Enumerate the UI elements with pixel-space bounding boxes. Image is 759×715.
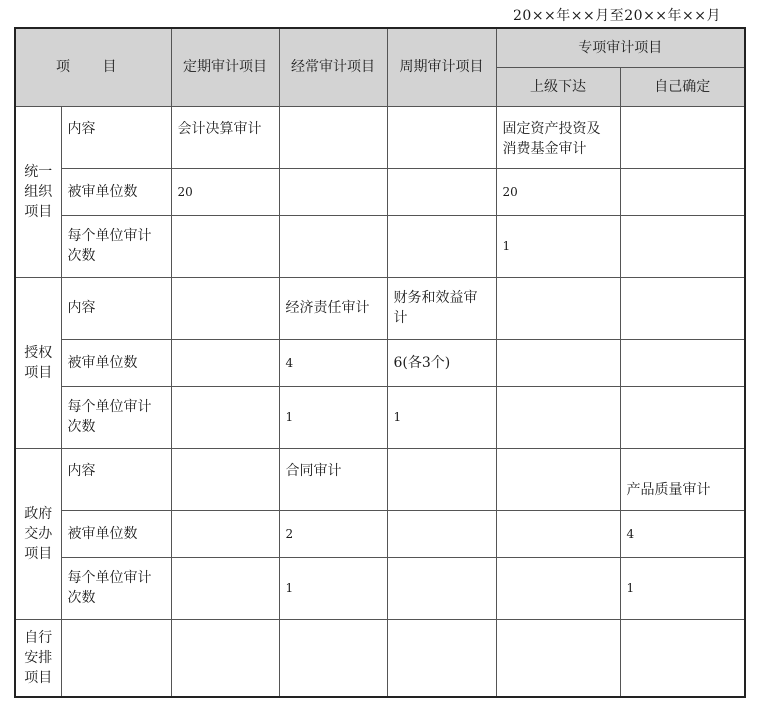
- cell-frequent: [279, 106, 387, 168]
- cell-self: 产品质量审计: [620, 448, 745, 510]
- cell-assigned: [496, 339, 620, 386]
- cell-periodic: 财务和效益审计: [387, 277, 496, 339]
- table-row: [15, 557, 745, 619]
- cell-periodic: [387, 448, 496, 510]
- cell-regular: [171, 557, 279, 619]
- cell-regular: [171, 386, 279, 448]
- table-row: [15, 215, 745, 277]
- cell-periodic: [387, 168, 496, 215]
- cell-regular: 20: [171, 168, 279, 215]
- category-label: 统一组织项目: [15, 106, 61, 277]
- cell-frequent: 2: [279, 510, 387, 557]
- cell-frequent: [279, 168, 387, 215]
- cell-assigned: 20: [496, 168, 620, 215]
- header-regular: 定期审计项目: [171, 28, 279, 106]
- date-range: 20××年××月至20××年××月: [513, 8, 721, 24]
- table-row: [15, 339, 745, 386]
- cell-empty: [496, 619, 620, 697]
- table-row: [15, 448, 745, 510]
- row-label-times: 每个单位审计次数: [61, 215, 171, 277]
- cell-empty: [279, 619, 387, 697]
- cell-periodic: 6(各3个): [387, 339, 496, 386]
- cell-periodic: [387, 510, 496, 557]
- cell-assigned: 1: [496, 215, 620, 277]
- cell-regular: [171, 448, 279, 510]
- table-row: [15, 510, 745, 557]
- cell-regular: [171, 339, 279, 386]
- cell-assigned: [496, 448, 620, 510]
- row-label-units: 被审单位数: [61, 168, 171, 215]
- cell-empty: [387, 619, 496, 697]
- row-label-units: 被审单位数: [61, 339, 171, 386]
- cell-frequent: 1: [279, 557, 387, 619]
- cell-assigned: [496, 277, 620, 339]
- cell-frequent: 合同审计: [279, 448, 387, 510]
- cell-empty: [620, 619, 745, 697]
- row-label-times: 每个单位审计次数: [61, 557, 171, 619]
- row-label-content: 内容: [61, 106, 171, 168]
- table-row: [15, 619, 745, 697]
- cell-self: 4: [620, 510, 745, 557]
- cell-regular: [171, 510, 279, 557]
- header-periodic: 周期审计项目: [387, 28, 496, 106]
- cell-assigned: [496, 557, 620, 619]
- cell-frequent: 经济责任审计: [279, 277, 387, 339]
- table-row: [15, 168, 745, 215]
- header-special-assigned: 上级下达: [496, 67, 620, 106]
- header-special-self: 自己确定: [620, 67, 745, 106]
- cell-self: [620, 168, 745, 215]
- cell-self: [620, 339, 745, 386]
- cell-assigned: [496, 386, 620, 448]
- cell-periodic: [387, 557, 496, 619]
- row-label-units: 被审单位数: [61, 510, 171, 557]
- row-label-content: 内容: [61, 448, 171, 510]
- cell-self: [620, 277, 745, 339]
- row-label-content: 内容: [61, 277, 171, 339]
- table-row: [15, 106, 745, 168]
- header-special: 专项审计项目: [496, 28, 745, 67]
- header-item: 项 目: [15, 28, 171, 106]
- cell-empty: [61, 619, 171, 697]
- category-label: 授权项目: [15, 277, 61, 448]
- header-frequent: 经常审计项目: [279, 28, 387, 106]
- category-label: 政府交办项目: [15, 448, 61, 619]
- row-label-times: 每个单位审计次数: [61, 386, 171, 448]
- cell-assigned: 固定资产投资及消费基金审计: [496, 106, 620, 168]
- cell-self: [620, 215, 745, 277]
- cell-self: [620, 386, 745, 448]
- cell-regular: [171, 215, 279, 277]
- cell-self: [620, 106, 745, 168]
- cell-assigned: [496, 510, 620, 557]
- cell-frequent: 1: [279, 386, 387, 448]
- table-row: [15, 277, 745, 339]
- cell-frequent: [279, 215, 387, 277]
- cell-regular: 会计决算审计: [171, 106, 279, 168]
- cell-periodic: [387, 106, 496, 168]
- cell-periodic: [387, 215, 496, 277]
- category-label: 自行安排项目: [15, 619, 61, 697]
- cell-regular: [171, 277, 279, 339]
- audit-plan-table: [14, 27, 746, 698]
- cell-periodic: 1: [387, 386, 496, 448]
- cell-frequent: 4: [279, 339, 387, 386]
- cell-empty: [171, 619, 279, 697]
- cell-self: 1: [620, 557, 745, 619]
- table-row: [15, 386, 745, 448]
